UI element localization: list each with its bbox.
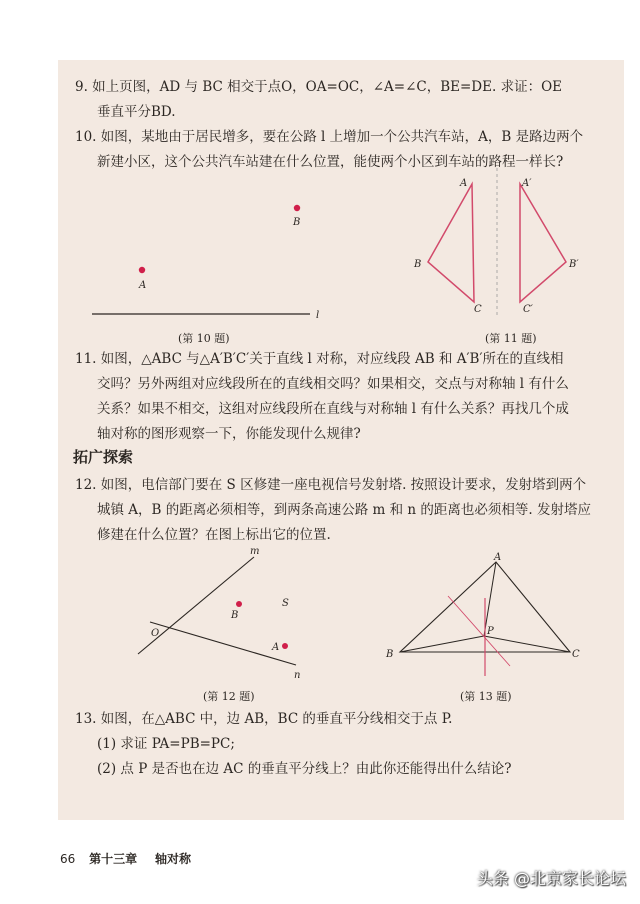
label-s-fig12: S [282,598,289,609]
problem-12-line-3: 修建在什么位置？在图上标出它的位置. [97,527,331,543]
label-c-fig11: C [474,304,482,315]
section-title: 拓广探索 [73,448,134,466]
problem-9-line-2: 垂直平分BD. [97,104,176,120]
problem-10-line-1: 10. 如图，某地由于居民增多，要在公路 l 上增加一个公共汽车站，A，B 是路边两个 [75,129,584,145]
problem-12-line-1: 12. 如图，电信部门要在 S 区修建一座电视信号发射塔. 按照设计要求，发射塔到两个 [75,477,587,493]
segment-pa [484,562,496,636]
caption-fig11: (第 11 题) [485,332,537,345]
caption-fig12: (第 12 题) [203,690,255,703]
label-a-fig13: A [494,552,502,563]
label-p-fig13: P [487,626,494,637]
label-m-fig12: m [250,546,260,557]
problem-13-line-3: (2) 点 P 是否也在边 AC 的垂直平分线上？由此你还能得出什么结论? [97,761,512,777]
label-b-fig13: B [386,649,394,660]
page-number: 66 [60,852,76,866]
label-o-fig12: O [151,628,160,639]
problem-13-line-2: (1) 求证 PA=PB=PC; [97,736,235,752]
chapter-label: 第十三章 [89,852,138,866]
chapter-title: 轴对称 [154,852,191,866]
segment-pb [400,636,484,652]
caption-fig10: (第 10 题) [178,332,230,345]
problem-9-line-1: 9. 如上页图，AD 与 BC 相交于点O，OA=OC，∠A=∠C，BE=DE. 求证：OE [75,79,562,95]
problem-10-line-2: 新建小区，这个公共汽车站建在什么位置，能使两个小区到车站的路程一样长? [97,154,564,170]
problem-11-line-2: 交吗？另外两组对应线段所在的直线相交吗？如果相交，交点与对称轴 l 有什么 [97,376,569,392]
label-n-fig12: n [294,670,301,681]
problem-11-line-4: 轴对称的图形观察一下，你能发现什么规律? [97,426,361,442]
watermark-text: 头条 @北京家长论坛 [476,869,626,888]
caption-fig13: (第 13 题) [460,690,512,703]
page-footer [60,850,191,867]
label-l-fig10: l [316,310,320,321]
problem-11-line-3: 关系？如果不相交，这组对应线段所在直线与对称轴 l 有什么关系？再找几个成 [97,401,569,417]
problem-13-line-1: 13. 如图，在△ABC 中，边 AB，BC 的垂直平分线相交于点 P. [75,711,453,727]
segment-pc [484,636,570,652]
label-b2-fig11: B′ [569,259,579,270]
problem-12-line-2: 城镇 A，B 的距离必须相等，到两条高速公路 m 和 n 的距离也必须相等. 发射塔应 [97,502,591,518]
bisector-ab-visible [448,596,510,666]
label-c2-fig11: C′ [523,304,533,315]
problem-11-line-1: 11. 如图，△ABC 与△A′B′C′关于直线 l 对称，对应线段 AB 和 A′B′所在的直线相 [75,351,564,367]
label-b-fig10: B [293,217,301,228]
label-a2-fig11: A′ [522,178,532,189]
label-a-fig10: A [139,280,147,291]
label-b-fig11: B [414,259,422,270]
label-c-fig13: C [572,649,580,660]
label-a-fig12: A [272,642,280,653]
label-b-fig12: B [231,610,239,621]
label-a-fig11: A [460,178,468,189]
